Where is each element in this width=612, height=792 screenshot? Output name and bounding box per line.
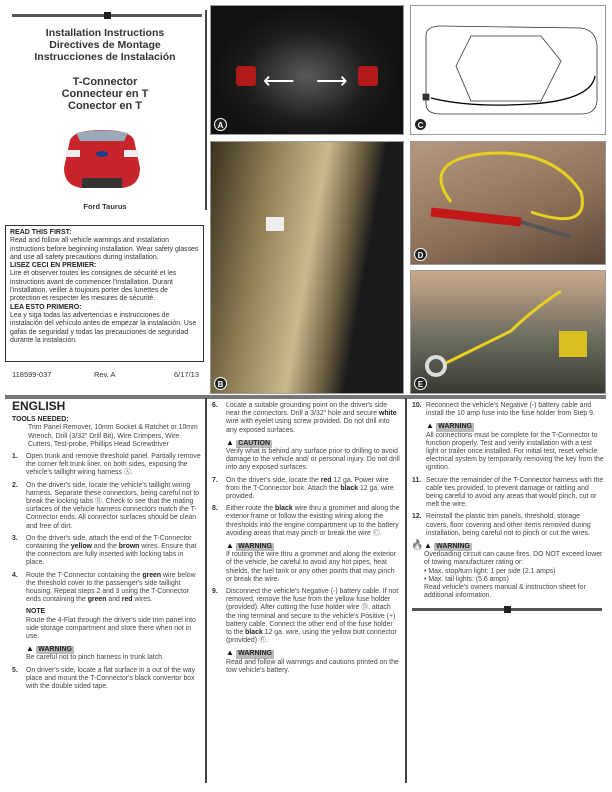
top-rule <box>12 14 202 17</box>
read-first-text-fr: Lire et observer toutes les consignes de sécurité et les instructions avant de commencer l'installation. Durant l'installation, veiller à toujours porter des lunettes de protection et respecter les mesures de sécurité. <box>10 270 177 303</box>
doc-title <box>10 27 200 63</box>
step-emphasis: green <box>87 596 107 604</box>
step-number: 6. <box>212 402 218 409</box>
section-rule <box>5 395 606 399</box>
step-text <box>26 667 202 692</box>
read-first-box <box>5 225 204 362</box>
warning-block <box>226 439 400 473</box>
step-item <box>12 482 202 531</box>
warning-block <box>26 645 202 662</box>
step-text-segment: wires. <box>132 596 153 604</box>
step-item <box>412 513 604 538</box>
warning-triangle-icon: ▲ <box>424 541 435 551</box>
end-rule <box>412 608 602 611</box>
step-text <box>26 572 202 605</box>
step-text-segment: 12 ga. wire provided. <box>226 484 394 501</box>
step-text-segment: Secure the remainder of the T-Connector harness with the cable ties provided, to prevent damage or rattling and being careful to avoid any areas that would pinch, cut or melt the wire. <box>426 476 604 509</box>
warning-header <box>424 542 604 551</box>
step-number: 3. <box>12 534 18 542</box>
title-fr: Directives de Montage <box>49 39 161 51</box>
step-number: 11. <box>412 476 422 484</box>
warning-triangle-icon: ▲ <box>226 437 237 447</box>
step-text-segment: wire with eyelet using screw provided. Do not drill into any exposed surfaces. <box>226 418 390 434</box>
step-text <box>26 453 202 478</box>
fire-icon: 🔥 <box>411 540 424 552</box>
vehicle-caption: Ford Taurus <box>83 202 127 211</box>
step-text-segment: wire thru a grommet and along the exterior frame or follow the existing wiring along the thresholds into the engine compartment up to the battery avoiding areas that may pinch or break the wire Ⓒ. <box>226 505 400 537</box>
step-item <box>12 572 202 605</box>
column-1 <box>12 399 202 695</box>
read-first-text-es: Lea y siga todas las advertencias e instrucciones de instalación del vehículo antes de empezar la instalación. Use gafas de seguridad y todas las precauciones de seguridad durante la instalación. <box>10 311 197 344</box>
warning-label: WARNING <box>438 423 472 431</box>
read-first-text-en: Read and follow all vehicle warnings and installation instructions before beginning installation. Wear safety glasses and use all safety precautions during installation. <box>10 237 199 261</box>
part-number: 118599-037 <box>12 370 52 379</box>
photo-label-e: E <box>414 377 427 390</box>
warning-triangle-icon: ▲ <box>226 541 237 551</box>
step-emphasis: green <box>142 571 162 579</box>
step-text-segment: On the driver's side, attach the end of the T-Connector containing the <box>26 534 192 551</box>
section-heading-english: ENGLISH <box>12 399 66 413</box>
step-emphasis: brown <box>118 543 140 551</box>
photo-label-d: D <box>414 248 427 261</box>
column-divider <box>205 10 207 210</box>
warning-header <box>226 542 400 551</box>
step-text <box>226 505 400 538</box>
date: 6/17/13 <box>174 370 200 379</box>
warning-label: CAUTION <box>238 439 271 447</box>
warning-triangle-icon: ▲ <box>26 644 37 654</box>
warning-label: WARNING <box>38 646 72 654</box>
warning-triangle-icon: ▲ <box>226 648 237 658</box>
photo-label-c: C <box>414 118 427 131</box>
step-item <box>212 477 400 502</box>
warning-header <box>426 422 604 431</box>
step-text-segment: On the driver's side, locate the vehicle's taillight wiring harness. Separate these connectors, being careful not to break the locking tabs Ⓑ. Check to see that the mating surfaces of the vehicle harness connectors match the T-Connector ends. All connector surfaces should be clean and free of dirt. <box>26 481 200 530</box>
photo-d-cutting-wire <box>410 141 606 265</box>
step-text-segment: Route the T-Connector containing the <box>26 571 143 579</box>
warning-text: Be careful not to pinch harness in trunk latch. <box>26 654 164 662</box>
warning-triangle-icon: ▲ <box>426 421 437 431</box>
step-text-segment: wire below the threshold cover to the passenger's side taillight housing. Repeat steps 2 and 3 using the T-Connector ends containing the <box>26 571 196 604</box>
step-text <box>426 513 604 538</box>
step-number: 5. <box>12 666 18 674</box>
step-text <box>426 477 604 510</box>
tools-heading: TOOLS NEEDED: <box>12 416 69 424</box>
title-en: Installation Instructions <box>45 27 165 39</box>
warning-text: Verify what is behind any surface prior to drilling to avoid damage to the vehicle and/ or personal injury. Do not drill into any exposed surfaces. <box>226 448 400 472</box>
warning-label: WARNING <box>436 543 470 551</box>
product-en: T-Connector <box>72 76 138 88</box>
warning-block <box>226 542 400 584</box>
warning-header <box>226 649 400 658</box>
step-text-segment: Either route the <box>226 505 276 513</box>
note-text: Route the 4-Flat through the driver's side trim panel into side storage compartment and store there when not in use. <box>26 616 196 641</box>
warning-text: If routing the wire thru a grommet and along the exterior of the vehicle, be careful to avoid any hot pipes, heat shields, the fuel tank or any other points that may pinch or break the wire. <box>226 551 397 583</box>
warning-label: WARNING <box>238 543 272 551</box>
step-text <box>226 588 400 645</box>
step-item <box>412 402 604 418</box>
vehicle-image <box>62 128 142 193</box>
step-text-segment: and <box>106 596 122 604</box>
step-text-segment: On the driver's side, locate the <box>226 476 321 484</box>
warning-header <box>226 439 400 448</box>
warning-line: • Max. stop/turn light: 1 per side (2.1 amps) <box>424 567 556 575</box>
step-item <box>412 477 604 510</box>
step-text-segment: wires. Ensure that the connectors are fully inserted with locking tabs in place. <box>26 543 197 567</box>
warning-text: Read and follow all warnings and cautions printed on the tow vehicle's battery. <box>226 658 399 674</box>
warning-line: Read vehicle's owners manual & instruction sheet for additional information. <box>424 584 586 600</box>
note-label: NOTE <box>26 608 46 616</box>
photo-a-trunk <box>210 5 404 135</box>
warning-text: All connections must be complete for the T-Connector to function properly. Test and verify installation with a test light or trailer once installed. For initial test, reset vehicle electrical system by temporarily removing the key from the ignition. <box>426 431 604 472</box>
step-item <box>212 402 400 435</box>
warning-block <box>226 649 400 675</box>
step-text-segment: 12 ga. Power wire from the T-Connector box. Attach the <box>226 476 389 492</box>
read-first-heading-en: READ THIS FIRST: <box>10 229 72 236</box>
warning-line: • Max. tail lights: (5.6 amps) <box>424 575 509 583</box>
note-block <box>26 608 202 641</box>
step-text-segment: On driver's side, locate a flat surface in a out of the way place and mount the T-Connector's black convertor box with the double sided tape. <box>26 666 196 691</box>
photo-c-diagram <box>410 5 606 135</box>
read-first-heading-fr: LISEZ CECI EN PREMIER: <box>10 262 97 270</box>
step-number: 1. <box>12 453 18 461</box>
step-number: 8. <box>212 505 218 513</box>
step-number: 9. <box>212 588 218 596</box>
step-number: 12. <box>412 513 422 521</box>
product-name <box>10 76 200 112</box>
product-es: Conector en T <box>68 100 142 112</box>
photo-label-b: B <box>214 377 227 390</box>
step-text <box>226 477 400 502</box>
step-emphasis: white <box>378 410 397 418</box>
step-emphasis: black <box>340 484 359 492</box>
step-text-segment: Reinstall the plastic trim panels, threshold, storage covers, floor covering and other items removed during installation, being careful not to pinch or cut the wires. <box>426 513 591 537</box>
step-number: 10. <box>412 402 422 409</box>
column-divider-2 <box>405 398 407 783</box>
photo-label-a: A <box>214 118 227 131</box>
step-text <box>26 535 202 568</box>
step-item <box>212 505 400 538</box>
column-divider-1 <box>205 398 207 783</box>
step-number: 7. <box>212 476 218 484</box>
step-emphasis: red <box>121 596 133 604</box>
product-fr: Connecteur en T <box>61 88 149 100</box>
step-emphasis: yellow <box>70 543 92 551</box>
warning-block <box>411 540 604 600</box>
warning-header <box>26 645 202 654</box>
step-number: 2. <box>12 481 18 489</box>
step-emphasis: black <box>245 629 263 637</box>
arrow-left-icon: ⟵ <box>263 68 295 93</box>
arrow-right-icon: ⟶ <box>316 68 348 93</box>
step-item <box>12 667 202 692</box>
step-text <box>226 402 400 435</box>
column-3 <box>412 402 604 611</box>
warning-label: WARNING <box>238 650 272 658</box>
step-item <box>212 588 400 645</box>
photo-e-ring-terminal <box>410 270 606 394</box>
step-text-segment: Open trunk and remove threshold panel. Partially remove the corner felt trunk liner, on both sides, exposing the vehicle's taillight wiring harness Ⓐ. <box>26 453 201 477</box>
step-text-segment: Locate a suitable grounding point on the driver's side near the connectors. Drill a 3/32" hole and secure <box>226 402 388 418</box>
photo-b-harness <box>210 141 404 394</box>
step-text <box>26 482 202 531</box>
step-item <box>12 535 202 568</box>
column-2 <box>212 402 400 679</box>
tools-list: Trim Panel Remover, 10mm Socket & Ratchet or 10mm Wrench, Drill (3/32" Drill Bit), Wire Crimpers, Wire Cutters, Test-probe, Phillips Head Screwdriver <box>28 424 198 448</box>
step-text <box>426 402 604 418</box>
warning-line: Overloading circuit can cause fires. DO NOT exceed lower of towing manufacturer rating or: <box>424 551 603 567</box>
step-text-segment: 12 ga. wire, using the yellow butt connector (provided) Ⓔ. <box>226 629 397 645</box>
revision: Rev. A <box>94 370 116 379</box>
step-item <box>12 453 202 478</box>
read-first-heading-es: LEA ESTO PRIMERO: <box>10 303 82 311</box>
step-number: 4. <box>12 571 18 579</box>
step-emphasis: black <box>275 505 293 513</box>
title-es: Instrucciones de Instalación <box>34 51 176 63</box>
warning-block <box>426 422 604 472</box>
step-text-segment: Disconnect the vehicle's Negative (-) battery cable. If not removed, remove the fuse from the yellow fuse holder (provided). After cutting the fuse holder wire Ⓓ, attach the ring terminal and secure to the vehicle's Positive (+) battery cable. Connect the other end of the fuse holder to the <box>226 588 399 637</box>
step-text-segment: Reconnect the vehicle's Negative (-) battery cable and install the 10 amp fuse into the fuse holder from Step 9. <box>426 402 595 418</box>
step-emphasis: red <box>320 476 332 484</box>
step-text-segment: and the <box>91 543 119 551</box>
